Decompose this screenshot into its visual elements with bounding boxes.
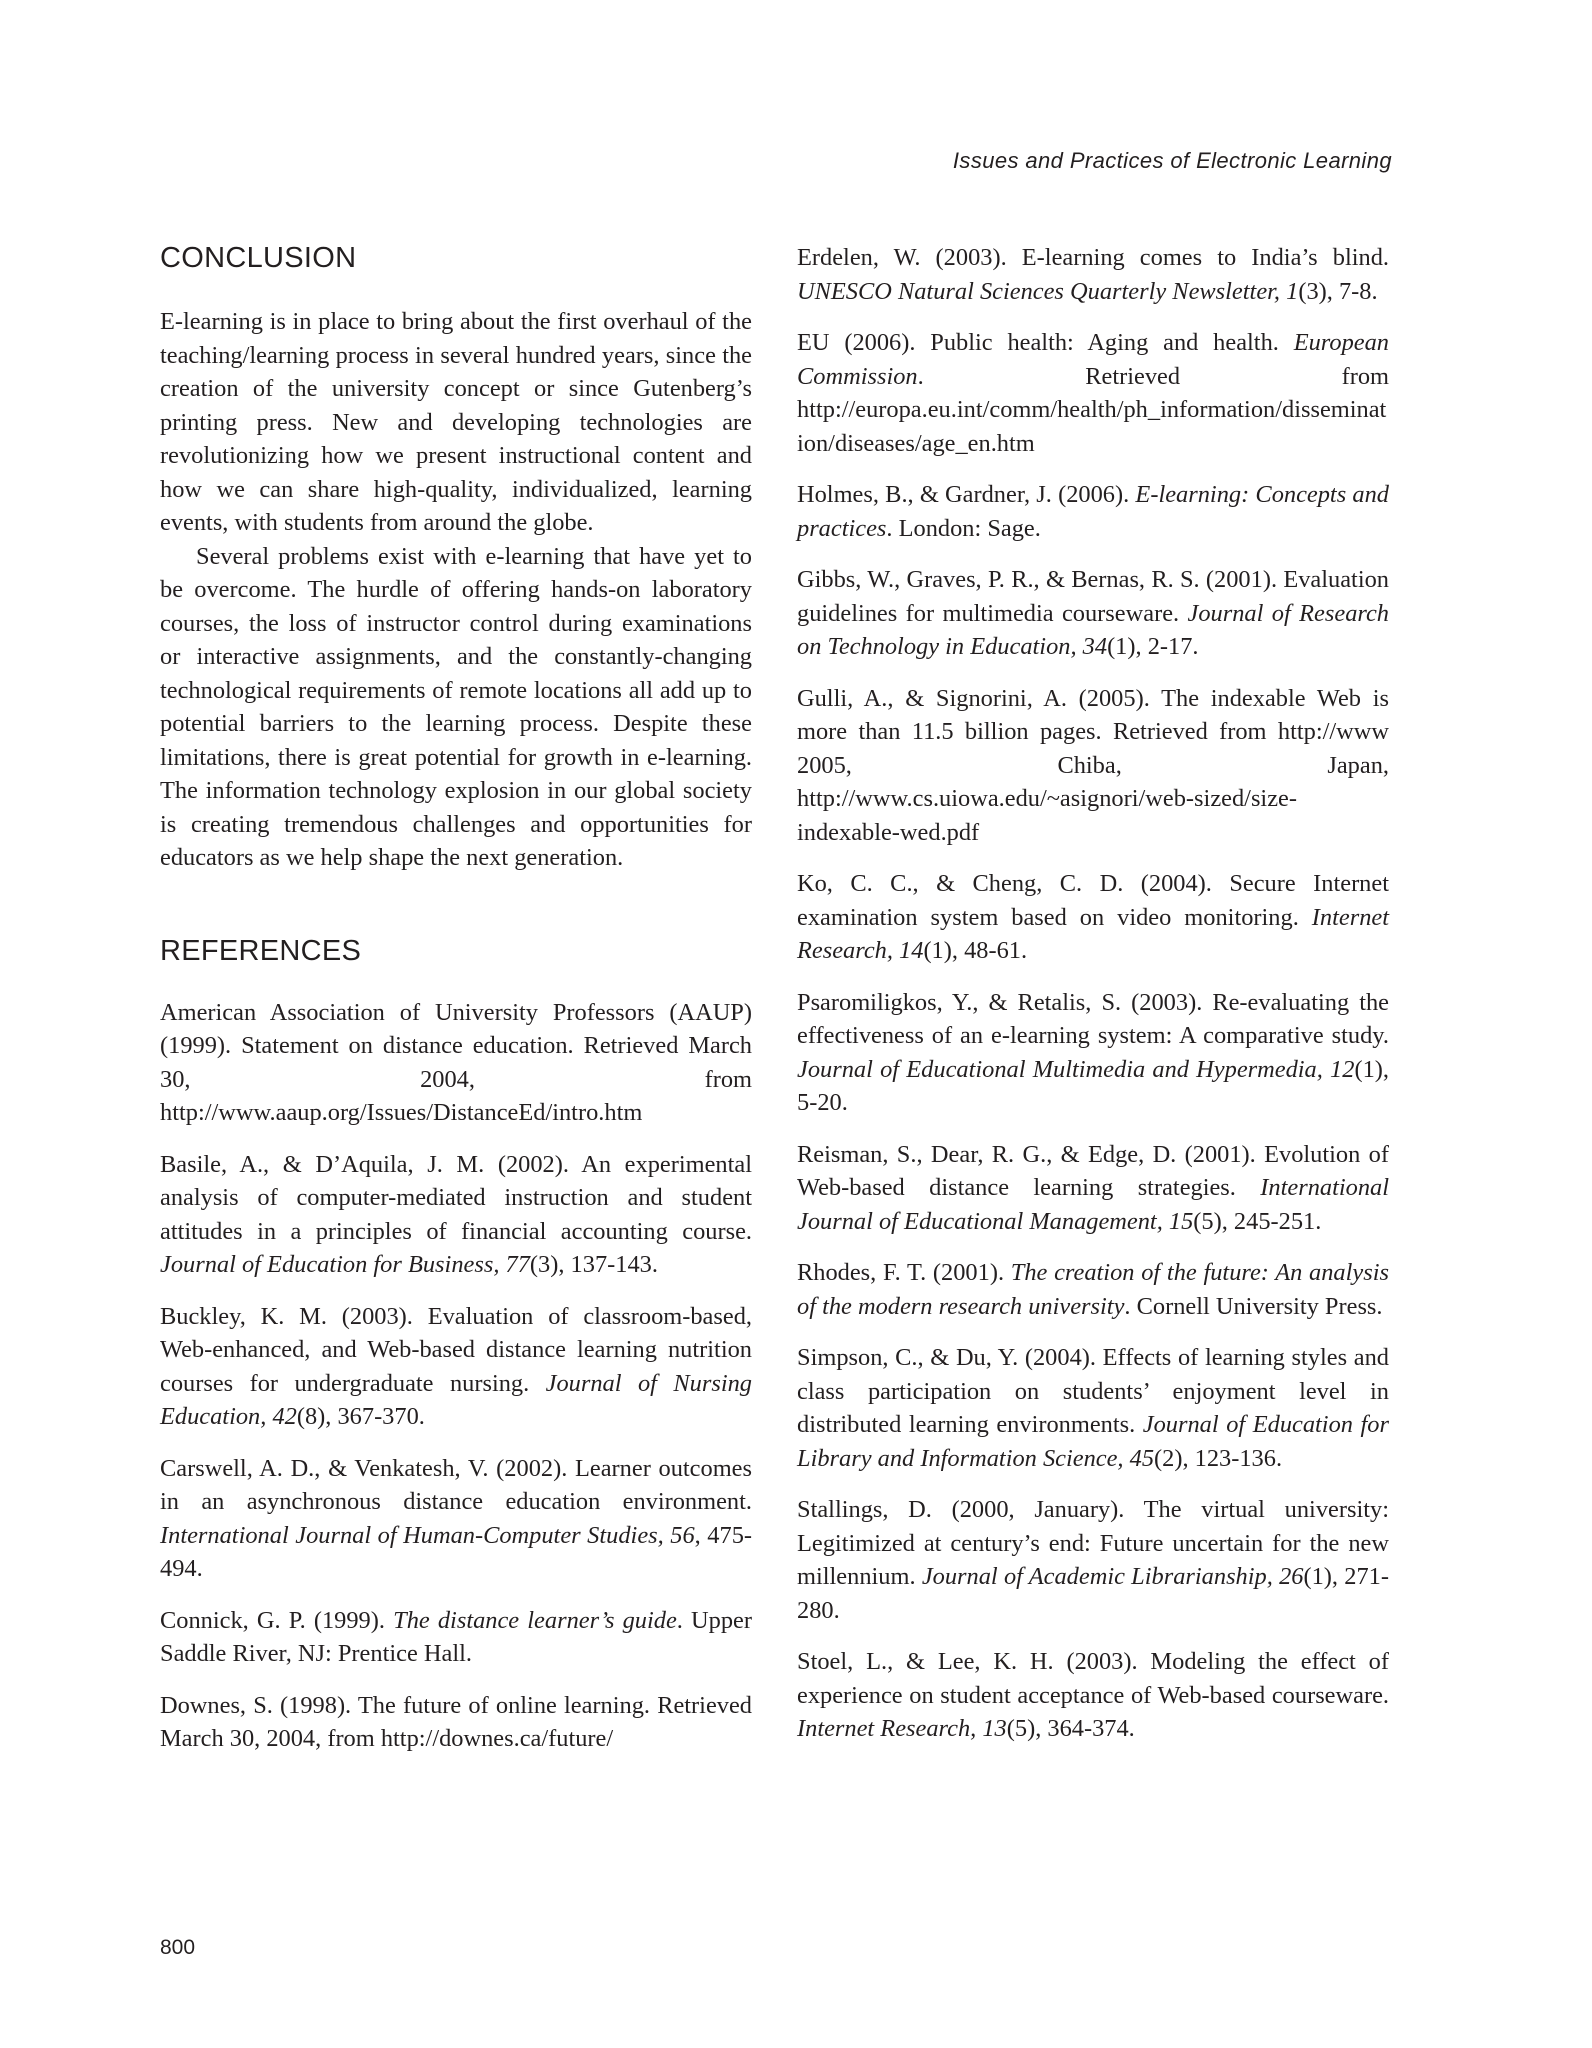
reference-entry-psaromiligkos (797, 986, 1389, 1120)
reference-source-title: Journal of Educational Multimedia and Hypermedia, 12 (797, 1055, 1355, 1083)
reference-details: (1), 5-20. (797, 1055, 1389, 1116)
reference-entry-reisman (797, 1138, 1389, 1239)
reference-text: Stoel, L., & Lee, K. H. (2003). Modeling the effect of experience on student acceptance of Web-based courseware. (797, 1648, 1389, 1709)
reference-text: Gibbs, W., Graves, P. R., & Bernas, R. S. (2001). Evaluation guidelines for multimedia courseware. (797, 566, 1389, 627)
reference-text: American Association of University Professors (AAUP) (1999). Statement on distance education. Retrieved March 30, 2004, from http://www.aaup.org/Issues/DistanceEd/intro.htm (160, 998, 752, 1126)
reference-source-title: E-learning: Concepts and practices (797, 481, 1389, 542)
reference-text: Connick, G. P. (1999). (160, 1606, 394, 1634)
reference-details: . Upper Saddle River, NJ: Prentice Hall. (160, 1606, 752, 1667)
reference-text: Holmes, B., & Gardner, J. (2006). (797, 481, 1136, 508)
conclusion-heading: CONCLUSION (160, 242, 357, 274)
reference-entry-aaup (160, 996, 752, 1130)
reference-entry-gulli (797, 682, 1389, 850)
reference-text: Simpson, C., & Du, Y. (2004). Effects of learning styles and class participation on students’ enjoyment level in distributed learning environments. (797, 1344, 1389, 1438)
reference-details: (1), 48-61. (923, 937, 1028, 964)
reference-entry-rhodes (797, 1256, 1389, 1323)
conclusion-paragraph-2: Several problems exist with e-learning that have yet to be overcome. The hurdle of offering hands-on laboratory courses, the loss of instructor control during examinations or interactive assignments, and the constantly-changing technological requirements of remote locations all add up to potential barriers to the learning process. Despite these limitations, there is great potential for growth in e-learning. The information technology explosion in our global society is creating tremendous challenges and opportunities for educators as we help shape the next generation. (160, 542, 752, 871)
reference-source-title: Journal of Education for Library and Information Science, 45 (797, 1411, 1389, 1472)
reference-details: (5), 364-374. (1006, 1715, 1135, 1742)
reference-text: Psaromiligkos, Y., & Retalis, S. (2003). Re-evaluating the effectiveness of an e-learning system: A comparative study. (797, 988, 1389, 1049)
reference-source-title: Journal of Education for Business, 77 (160, 1251, 530, 1278)
conclusion-paragraph-1: E-learning is in place to bring about the first overhaul of the teaching/learning process in several hundred years, since the creation of the university concept or since Gutenberg’s printing press. New and developing technologies are revolutionizing how we present instructional content and how we can share high-quality, individualized, learning events, with students from around the globe. (160, 308, 752, 536)
reference-source-title: Internet Research, 13 (797, 1715, 1007, 1742)
running-header: Issues and Practices of Electronic Learning (952, 148, 1392, 173)
reference-details: (5), 245-251. (1193, 1207, 1322, 1235)
reference-source-title: Journal of Research on Technology in Education, 34 (797, 599, 1389, 660)
reference-text: Downes, S. (1998). The future of online learning. Retrieved March 30, 2004, from http://downes.ca/future/ (160, 1691, 752, 1752)
reference-details: (8), 367-370. (296, 1403, 425, 1430)
reference-source-title: Journal of Nursing Education, 42 (160, 1369, 752, 1430)
reference-source-title: The distance learner’s guide (393, 1606, 677, 1634)
reference-entry-downes (160, 1689, 752, 1756)
reference-details: . Cornell University Press. (1124, 1292, 1383, 1320)
reference-text: Reisman, S., Dear, R. G., & Edge, D. (2001). Evolution of Web-based distance learning strategies. (797, 1140, 1389, 1201)
reference-text: Gulli, A., & Signorini, A. (2005). The indexable Web is more than 11.5 billion pages. Retrieved from http://www 2005, Chiba, Japan, http://www.cs.uiowa.edu/~asignori/web-sized/size-indexable-wed.pdf (797, 684, 1389, 846)
references-heading: REFERENCES (160, 934, 362, 967)
reference-entry-buckley (160, 1300, 752, 1434)
reference-entry-carswell (160, 1452, 752, 1586)
reference-entry-connick (160, 1604, 752, 1671)
reference-details: (1), 2-17. (1107, 633, 1199, 660)
reference-details: (2), 123-136. (1154, 1444, 1283, 1472)
page-number: 800 (160, 1936, 196, 1959)
reference-text: EU (2006). Public health: Aging and health. (797, 329, 1294, 356)
reference-entry-gibbs (797, 563, 1389, 664)
reference-source-title: Internet Research, 14 (797, 903, 1389, 964)
reference-entry-stoel (797, 1645, 1389, 1746)
reference-text: Ko, C. C., & Cheng, C. D. (2004). Secure Internet examination system based on video monitoring. (797, 870, 1389, 931)
reference-entry-stallings (797, 1493, 1389, 1627)
reference-entry-erdelen (797, 241, 1389, 308)
left-column (160, 238, 752, 1774)
reference-details: . London: Sage. (886, 514, 1041, 542)
right-column (797, 241, 1389, 1764)
reference-source-title: European Commission (797, 329, 1389, 390)
reference-text: Buckley, K. M. (2003). Evaluation of classroom-based, Web-enhanced, and Web-based distance learning nutrition courses for undergraduate nursing. (160, 1302, 752, 1397)
reference-source-title: International Journal of Educational Management, 15 (797, 1174, 1389, 1235)
reference-details: (3), 7-8. (1298, 277, 1378, 305)
reference-text: Basile, A., & D’Aquila, J. M. (2002). An experimental analysis of computer-mediated instruction and student attitudes in a principles of financial accounting course. (160, 1150, 752, 1245)
reference-entry-simpson (797, 1341, 1389, 1475)
reference-source-title: The creation of the future: An analysis of the modern research university (797, 1259, 1389, 1320)
reference-source-title: International Journal of Human-Computer Studies, 56 (160, 1521, 695, 1549)
reference-text: Stallings, D. (2000, January). The virtual university: Legitimized at century’s end: Future uncertain for the new millennium. (797, 1496, 1389, 1590)
reference-text: Erdelen, W. (2003). E-learning comes to India’s blind. (797, 244, 1389, 271)
reference-source-title: Journal of Academic Librarianship, 26 (921, 1563, 1304, 1590)
reference-entry-eu (797, 326, 1389, 460)
reference-entry-ko (797, 867, 1389, 968)
reference-text: Rhodes, F. T. (2001). (797, 1259, 1011, 1286)
reference-entry-basile (160, 1148, 752, 1282)
reference-source-title: UNESCO Natural Sciences Quarterly Newsletter, 1 (797, 277, 1299, 305)
reference-details: , 475-494. (160, 1521, 753, 1582)
reference-entry-holmes (797, 478, 1389, 545)
reference-details: (1), 271-280. (797, 1563, 1389, 1624)
reference-text: Carswell, A. D., & Venkatesh, V. (2002). Learner outcomes in an asynchronous distance education environment. (160, 1454, 752, 1515)
reference-details: . Retrieved from http://europa.eu.int/comm/health/ph_information/dissemination/diseases/age_en.htm (797, 362, 1389, 457)
reference-details: (3), 137-143. (529, 1251, 658, 1278)
